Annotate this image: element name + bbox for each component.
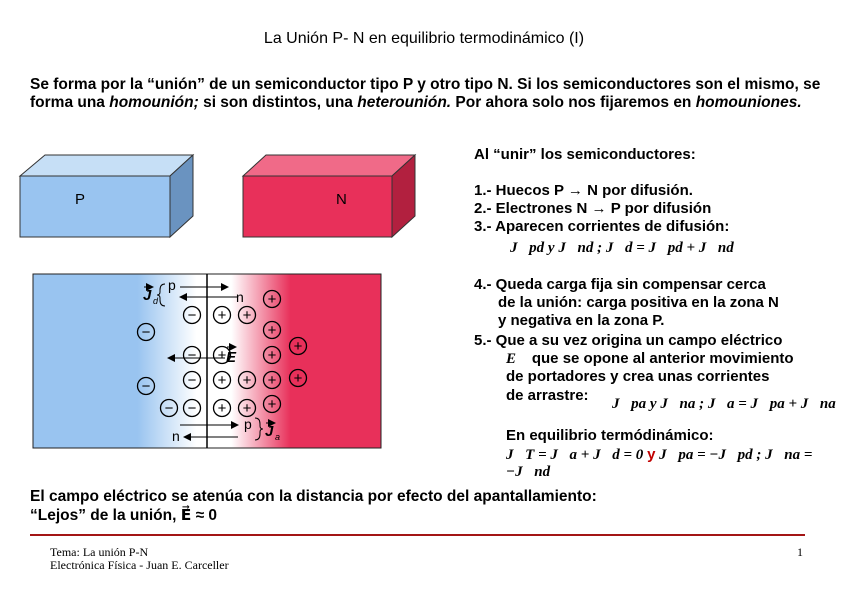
svg-text:−: −	[187, 307, 197, 324]
equilibrium-total: J⃗T = J⃗a + J⃗d = 0	[506, 447, 644, 463]
n-block-label: N	[336, 191, 347, 208]
equilibrium-components: J⃗pa = −J⃗pd ; J⃗na = −J⃗nd	[506, 447, 813, 480]
svg-text:−: −	[187, 400, 197, 417]
intro-part2: si son distintos, una	[198, 93, 358, 111]
svg-text:+: +	[267, 372, 277, 389]
svg-text:+: +	[267, 322, 277, 339]
n-bottom-label: n	[172, 428, 180, 444]
step-4-line1: 4.- Queda carga fija sin compensar cerca	[474, 276, 766, 293]
equilibrium-y: y	[647, 446, 656, 463]
equilibrium-equation	[506, 446, 848, 481]
jd-subscript: d	[153, 296, 159, 306]
svg-text:+: +	[267, 291, 277, 308]
svg-text:+: +	[242, 400, 252, 417]
jd-label: J	[143, 287, 152, 304]
intro-term-heterounion: heterounión.	[357, 93, 452, 111]
p-top-label: p	[168, 277, 176, 293]
footer-rule	[30, 534, 805, 536]
drift-equation: J⃗pa y J⃗na ; J⃗a = J⃗pa + J⃗na	[612, 396, 836, 412]
ja-label: J	[265, 423, 274, 440]
ja-subscript: a	[275, 432, 281, 442]
pn-junction	[33, 274, 381, 448]
n-top-label: n	[236, 289, 244, 305]
conclusion-line1: El campo eléctrico se atenúa con la distancia por efecto del apantallamiento:	[30, 488, 597, 505]
intro-term-homounion: homounión;	[109, 93, 199, 111]
svg-text:+: +	[217, 347, 227, 364]
diffusion-equation: J⃗pd y J⃗nd ; J⃗d = J⃗pd + J⃗nd	[510, 240, 734, 256]
p-block-label: P	[75, 191, 86, 208]
svg-text:−: −	[187, 347, 197, 364]
svg-text:+: +	[267, 396, 277, 413]
equilibrium-heading: En equilibrio termódinámico:	[506, 427, 714, 444]
step-5-line2-text: que se opone al anterior movimiento	[527, 350, 794, 367]
svg-text:+: +	[217, 307, 227, 324]
page-title: La Unión P- N en equilibrio termodinámico (I)	[263, 30, 585, 47]
svg-text:+: +	[267, 347, 277, 364]
svg-text:−: −	[141, 378, 151, 395]
svg-text:+: +	[217, 372, 227, 389]
svg-text:−: −	[187, 372, 197, 389]
e-field-label: E	[226, 349, 237, 366]
svg-text:+: +	[293, 338, 303, 355]
svg-text:+: +	[242, 307, 252, 324]
steps-heading: Al “unir” los semiconductores:	[474, 146, 696, 163]
page-number: 1	[797, 545, 803, 559]
n-block	[243, 155, 415, 237]
intro-part3: Por ahora solo nos fijaremos en	[451, 93, 696, 111]
step-5-e-symbol: E⃗	[506, 351, 528, 367]
p-block	[20, 155, 193, 237]
step-5-line3: de portadores y crea unas corrientes	[506, 368, 770, 385]
intro-term-homouniones: homouniones.	[695, 93, 802, 111]
svg-text:+: +	[217, 400, 227, 417]
footer-topic: Tema: La unión P-N	[50, 545, 149, 559]
svg-text:−: −	[141, 324, 151, 341]
p-bottom-label: p	[244, 416, 252, 432]
step-5-line2	[506, 350, 794, 368]
step-5-line1: 5.- Que a su vez origina un campo eléctrico	[474, 332, 783, 349]
svg-text:+: +	[293, 370, 303, 387]
svg-text:+: +	[242, 372, 252, 389]
step-2: 2.- Electrones N → P por difusión	[474, 200, 712, 217]
svg-text:−: −	[164, 400, 174, 417]
conclusion-line2: “Lejos” de la unión, E⃗ ≈ 0	[30, 507, 218, 524]
step-4-line2: de la unión: carga positiva en la zona N	[498, 294, 779, 311]
step-1: 1.- Huecos P → N por difusión.	[474, 182, 693, 199]
step-4-line3: y negativa en la zona P.	[498, 312, 665, 329]
step-5-line4: de arrastre:	[506, 387, 589, 404]
footer-author: Electrónica Física - Juan E. Carceller	[50, 558, 229, 572]
step-3: 3.- Aparecen corrientes de difusión:	[474, 218, 730, 235]
intro-part1: Se forma por la “unión” de un semiconductor tipo P y otro tipo N. Si los semiconductores son el mismo, se forma una	[30, 76, 821, 111]
